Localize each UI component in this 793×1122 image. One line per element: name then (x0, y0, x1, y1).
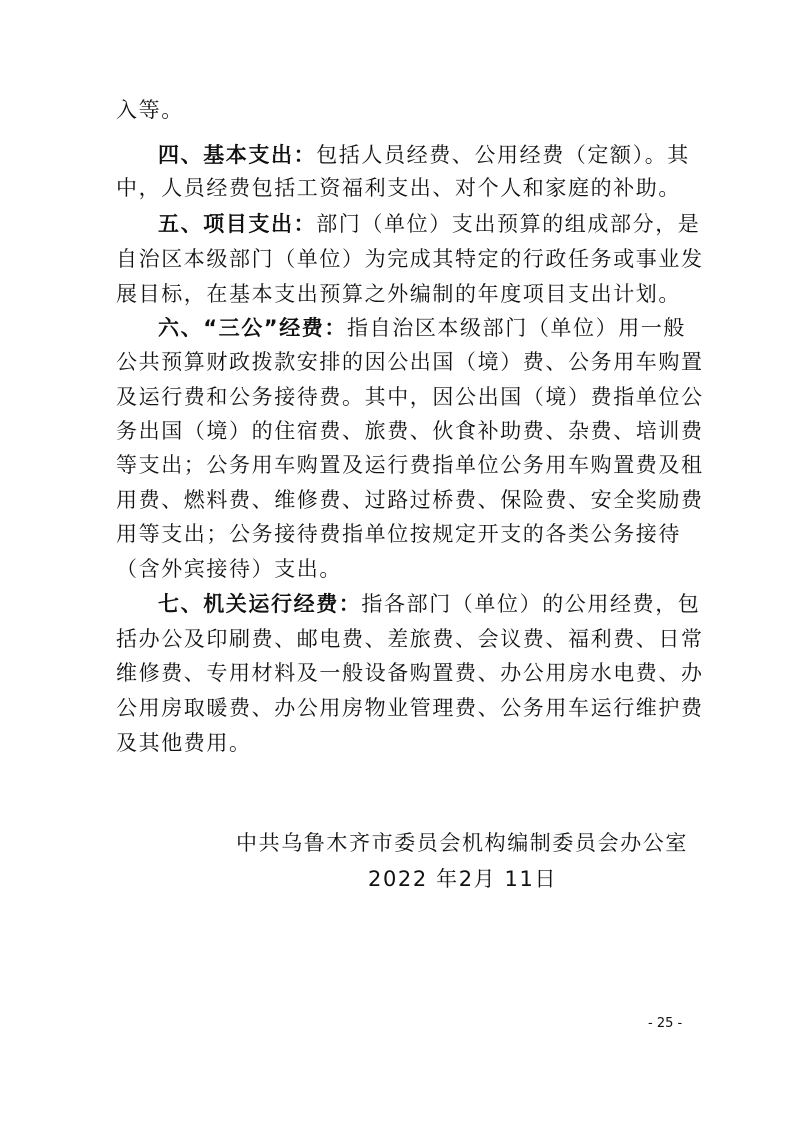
paragraph-line: 用等支出；公务接待费指单位按规定开支的各类公务接待 (116, 522, 681, 546)
paragraph-text: 指各部门（单位）的公用经费，包 (361, 592, 701, 616)
paragraph-line: 括办公及印刷费、邮电费、差旅费、会议费、福利费、日常 (116, 627, 704, 651)
paragraph-text: 包括人员经费、公用经费（定额）。其 (316, 143, 690, 167)
section-heading: 五、项目支出： (158, 212, 317, 236)
paragraph-line: 及其他费用。 (116, 731, 252, 755)
signature-date: 2022 年2月 11日 (368, 867, 558, 891)
paragraph-line: 等支出；公务用车购置及运行费指单位公务用车购置费及租 (116, 453, 704, 477)
paragraph-line (158, 592, 700, 616)
paragraph-line: （含外宾接待）支出。 (116, 557, 342, 581)
paragraph-line: 展目标，在基本支出预算之外编制的年度项目支出计划。 (116, 282, 681, 306)
paragraph-text: 部门（单位）支出预算的组成部分，是 (316, 212, 701, 236)
paragraph-line (158, 212, 700, 236)
paragraph-line: 公用房取暖费、办公用房物业管理费、公务用车运行维护费 (116, 696, 704, 720)
paragraph-line (158, 316, 686, 340)
section-heading: 六、“三公”经费： (158, 316, 348, 340)
paragraph-line (158, 143, 690, 167)
paragraph-line: 及运行费和公务接待费。其中，因公出国（境）费指单位公 (116, 385, 704, 409)
paragraph-text: 指自治区本级部门（单位）用一般 (347, 316, 687, 340)
paragraph-line: 务出国（境）的住宿费、旅费、伙食补助费、杂费、培训费 (116, 419, 704, 443)
paragraph-line: 公共预算财政拨款安排的因公出国（境）费、公务用车购置 (116, 350, 704, 374)
section-heading: 七、机关运行经费： (158, 592, 362, 616)
paragraph-line: 自治区本级部门（单位）为完成其特定的行政任务或事业发 (116, 247, 704, 271)
page-number: - 25 - (648, 1016, 683, 1031)
paragraph-line: 维修费、专用材料及一般设备购置费、办公用房水电费、办 (116, 661, 704, 685)
signature-organization: 中共乌鲁木齐市委员会机构编制委员会办公室 (236, 831, 688, 855)
section-heading: 四、基本支出： (158, 143, 317, 167)
paragraph-line: 用费、燃料费、维修费、过路过桥费、保险费、安全奖励费 (116, 488, 704, 512)
paragraph-line: 中，人员经费包括工资福利支出、对个人和家庭的补助。 (116, 176, 681, 200)
paragraph-line: 入等。 (116, 98, 184, 122)
